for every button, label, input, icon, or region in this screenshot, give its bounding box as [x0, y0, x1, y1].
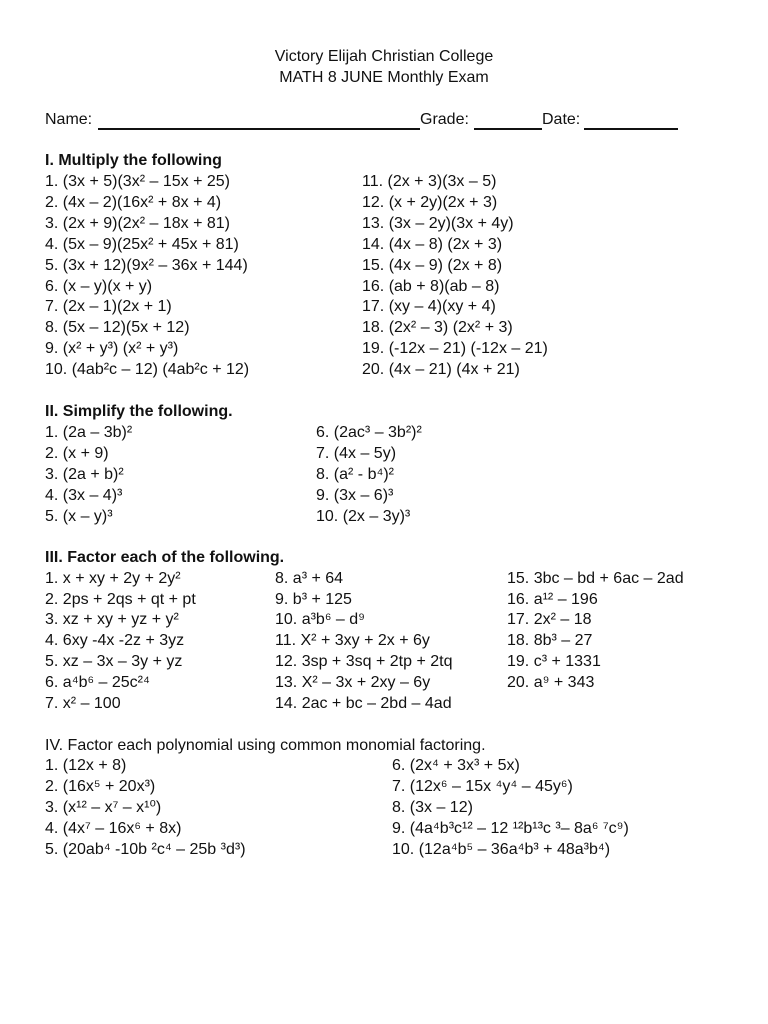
problem-item: 5. (3x + 12)(9x² – 36x + 144) — [45, 257, 248, 274]
problem-item: 2. 2ps + 2qs + qt + pt — [45, 591, 196, 608]
problem-item: 8. (3x – 12) — [392, 799, 473, 816]
problem-item: 16. a¹² – 196 — [507, 591, 598, 608]
problem-item: 12. 3sp + 3sq + 2tp + 2tq — [275, 653, 453, 670]
problem-item: 18. (2x² – 3) (2x² + 3) — [362, 319, 513, 336]
problem-item: 4. (4x⁷ – 16x⁶ + 8x) — [45, 820, 182, 837]
problem-item: 9. (3x – 6)³ — [316, 487, 394, 504]
problem-item: 9. b³ + 125 — [275, 591, 352, 608]
problem-item: 13. (3x – 2y)(3x + 4y) — [362, 215, 514, 232]
section-title: II. Simplify the following. — [45, 403, 233, 420]
problem-item: 1. (12x + 8) — [45, 757, 127, 774]
problem-item: 15. (4x – 9) (2x + 8) — [362, 257, 503, 274]
name-blank — [98, 128, 420, 130]
problem-item: 6. (x – y)(x + y) — [45, 278, 153, 295]
problem-item: 6. (2ac³ – 3b²)² — [316, 424, 422, 441]
school-name: Victory Elijah Christian College — [274, 48, 494, 65]
problem-item: 10. (4ab²c – 12) (4ab²c + 12) — [45, 361, 250, 378]
problem-item: 11. X² + 3xy + 2x + 6y — [275, 632, 430, 649]
section-title: III. Factor each of the following. — [45, 549, 285, 566]
problem-item: 6. (2x⁴ + 3x³ + 5x) — [392, 757, 520, 774]
problem-item: 19. (-12x – 21) (-12x – 21) — [362, 340, 548, 357]
exam-title: MATH 8 JUNE Monthly Exam — [279, 69, 489, 86]
problem-item: 10. (12a⁴b⁵ – 36a⁴b³ + 48a³b⁴) — [392, 841, 611, 858]
date-label: Date: — [542, 111, 581, 128]
problem-item: 8. (a² - b⁴)² — [316, 466, 394, 483]
problem-item: 1. (3x + 5)(3x² – 15x + 25) — [45, 173, 230, 190]
problem-item: 20. (4x – 21) (4x + 21) — [362, 361, 520, 378]
problem-item: 5. (x – y)³ — [45, 508, 113, 525]
problem-item: 7. (4x – 5y) — [316, 445, 397, 462]
problem-item: 10. a³b⁶ – d⁹ — [275, 611, 365, 628]
problem-item: 17. (xy – 4)(xy + 4) — [362, 298, 496, 315]
problem-item: 2. (16x⁵ + 20x³) — [45, 778, 156, 795]
problem-item: 18. 8b³ – 27 — [507, 632, 593, 649]
problem-item: 10. (2x – 3y)³ — [316, 508, 411, 525]
problem-item: 6. a⁴b⁶ – 25c²⁴ — [45, 674, 150, 691]
problem-item: 1. (2a – 3b)² — [45, 424, 133, 441]
problem-item: 11. (2x + 3)(3x – 5) — [362, 173, 497, 190]
problem-item: 3. (2x + 9)(2x² – 18x + 81) — [45, 215, 230, 232]
problem-item: 3. (2a + b)² — [45, 466, 124, 483]
grade-blank — [474, 128, 542, 130]
problem-item: 1. x + xy + 2y + 2y² — [45, 570, 181, 587]
problem-item: 17. 2x² – 18 — [507, 611, 592, 628]
problem-item: 7. (12x⁶ – 15x ⁴y⁴ – 45y⁶) — [392, 778, 573, 795]
problem-item: 15. 3bc – bd + 6ac – 2ad — [507, 570, 684, 587]
problem-item: 14. (4x – 8) (2x + 3) — [362, 236, 503, 253]
problem-item: 9. (x² + y³) (x² + y³) — [45, 340, 179, 357]
section-title: I. Multiply the following — [45, 152, 222, 169]
problem-item: 3. (x¹² – x⁷ – x¹⁰) — [45, 799, 162, 816]
problem-item: 8. (5x – 12)(5x + 12) — [45, 319, 190, 336]
problem-item: 12. (x + 2y)(2x + 3) — [362, 194, 498, 211]
problem-item: 7. (2x – 1)(2x + 1) — [45, 298, 172, 315]
problem-item: 4. 6xy -4x -2z + 3yz — [45, 632, 185, 649]
grade-label: Grade: — [420, 111, 469, 128]
problem-item: 19. c³ + 1331 — [507, 653, 601, 670]
problem-item: 8. a³ + 64 — [275, 570, 344, 587]
problem-item: 14. 2ac + bc – 2bd – 4ad — [275, 695, 452, 712]
problem-item: 3. xz + xy + yz + y² — [45, 611, 179, 628]
problem-item: 13. X² – 3x + 2xy – 6y — [275, 674, 431, 691]
problem-item: 5. xz – 3x – 3y + yz — [45, 653, 183, 670]
problem-item: 20. a⁹ + 343 — [507, 674, 595, 691]
problem-item: 16. (ab + 8)(ab – 8) — [362, 278, 500, 295]
problem-item: 9. (4a⁴b³c¹² – 12 ¹²b¹³c ³– 8a⁶ ⁷c⁹) — [392, 820, 629, 837]
problem-item: 4. (3x – 4)³ — [45, 487, 123, 504]
problem-item: 5. (20ab⁴ -10b ²c⁴ – 25b ³d³) — [45, 841, 246, 858]
section-title: IV. Factor each polynomial using common monomial factoring. — [45, 737, 486, 754]
date-blank — [584, 128, 678, 130]
problem-item: 2. (x + 9) — [45, 445, 109, 462]
name-label: Name: — [45, 111, 93, 128]
problem-item: 7. x² – 100 — [45, 695, 121, 712]
problem-item: 4. (5x – 9)(25x² + 45x + 81) — [45, 236, 239, 253]
problem-item: 2. (4x – 2)(16x² + 8x + 4) — [45, 194, 222, 211]
